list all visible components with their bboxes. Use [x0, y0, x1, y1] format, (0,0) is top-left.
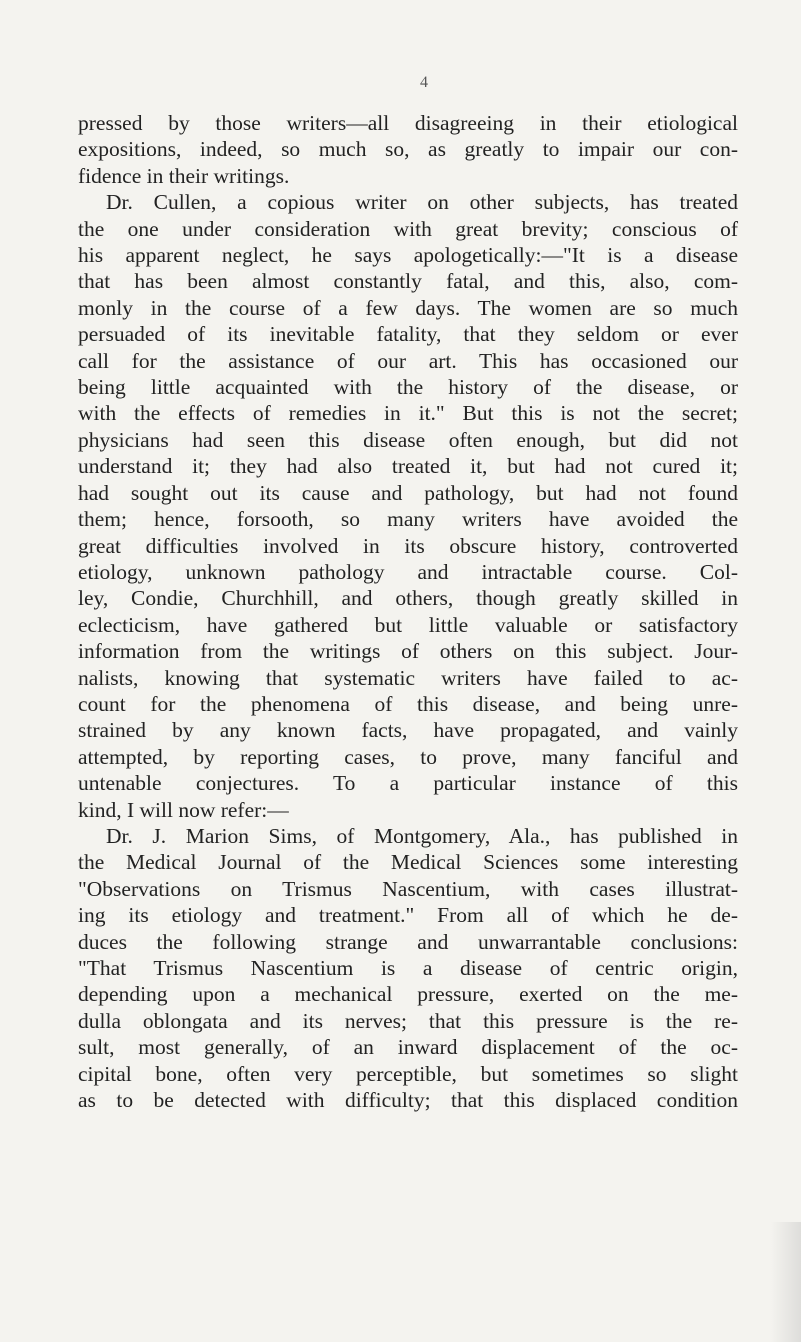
text-line: "Observations on Trismus Nascentium, with cases illustrat- [78, 876, 738, 901]
page-number: 4 [420, 74, 428, 91]
text-line: ley, Condie, Churchhill, and others, though greatly skilled in [78, 586, 738, 611]
text-line: eclecticism, have gathered but little valuable or satisfactory [78, 612, 738, 637]
text-line: sult, most generally, of an inward displacement of the oc- [78, 1035, 738, 1060]
text-line: depending upon a mechanical pressure, exerted on the me- [78, 982, 738, 1007]
text-line: with the effects of remedies in it." But this is not the secret; [78, 401, 738, 426]
text-line: kind, I will now refer:— [78, 797, 289, 822]
text-line: fidence in their writings. [78, 163, 290, 188]
page-edge-shadow [771, 1222, 801, 1342]
text-line: expositions, indeed, so much so, as greatly to impair our con- [78, 137, 738, 162]
text-line: pressed by those writers—all disagreeing in their etiological [78, 111, 738, 135]
text-line: understand it; they had also treated it, but had not cured it; [78, 454, 738, 479]
text-line: the Medical Journal of the Medical Sciences some interesting [78, 850, 738, 875]
text-line: attempted, by reporting cases, to prove, many fanciful and [78, 744, 738, 769]
text-line: call for the assistance of our art. This has occasioned our [78, 348, 738, 373]
text-line: monly in the course of a few days. The women are so much [78, 295, 738, 320]
body-text [78, 110, 738, 1113]
text-line: that has been almost constantly fatal, and this, also, com- [78, 269, 738, 294]
text-line: Dr. J. Marion Sims, of Montgomery, Ala., has published in [106, 823, 738, 848]
text-line: the one under consideration with great brevity; conscious of [78, 216, 738, 241]
text-line: "That Trismus Nascentium is a disease of centric origin, [78, 956, 738, 980]
text-line: great difficulties involved in its obscure history, controverted [78, 533, 738, 558]
text-line: had sought out its cause and pathology, but had not found [78, 480, 738, 505]
text-line: duces the following strange and unwarrantable conclusions: [78, 929, 738, 954]
text-line: them; hence, forsooth, so many writers have avoided the [78, 507, 738, 532]
text-line: physicians had seen this disease often enough, but did not [78, 427, 738, 452]
text-line: his apparent neglect, he says apologetically:—"It is a disease [78, 243, 738, 268]
text-line: strained by any known facts, have propagated, and vainly [78, 718, 738, 743]
text-line: cipital bone, often very perceptible, but sometimes so slight [78, 1061, 738, 1086]
text-line: etiology, unknown pathology and intractable course. Col- [78, 559, 738, 584]
text-line: being little acquainted with the history of the disease, or [78, 375, 738, 400]
text-line: nalists, knowing that systematic writers have failed to ac- [78, 665, 738, 690]
text-line: dulla oblongata and its nerves; that this pressure is the re- [78, 1008, 738, 1033]
text-line: Dr. Cullen, a copious writer on other subjects, has treated [106, 190, 738, 215]
text-line: ing its etiology and treatment." From all of which he de- [78, 903, 738, 928]
text-line: persuaded of its inevitable fatality, that they seldom or ever [78, 322, 738, 347]
text-line: information from the writings of others on this subject. Jour- [78, 639, 738, 664]
text-line: count for the phenomena of this disease, and being unre- [78, 691, 738, 716]
text-line: as to be detected with difficulty; that this displaced condition [78, 1088, 738, 1113]
text-line: untenable conjectures. To a particular instance of this [78, 771, 738, 796]
